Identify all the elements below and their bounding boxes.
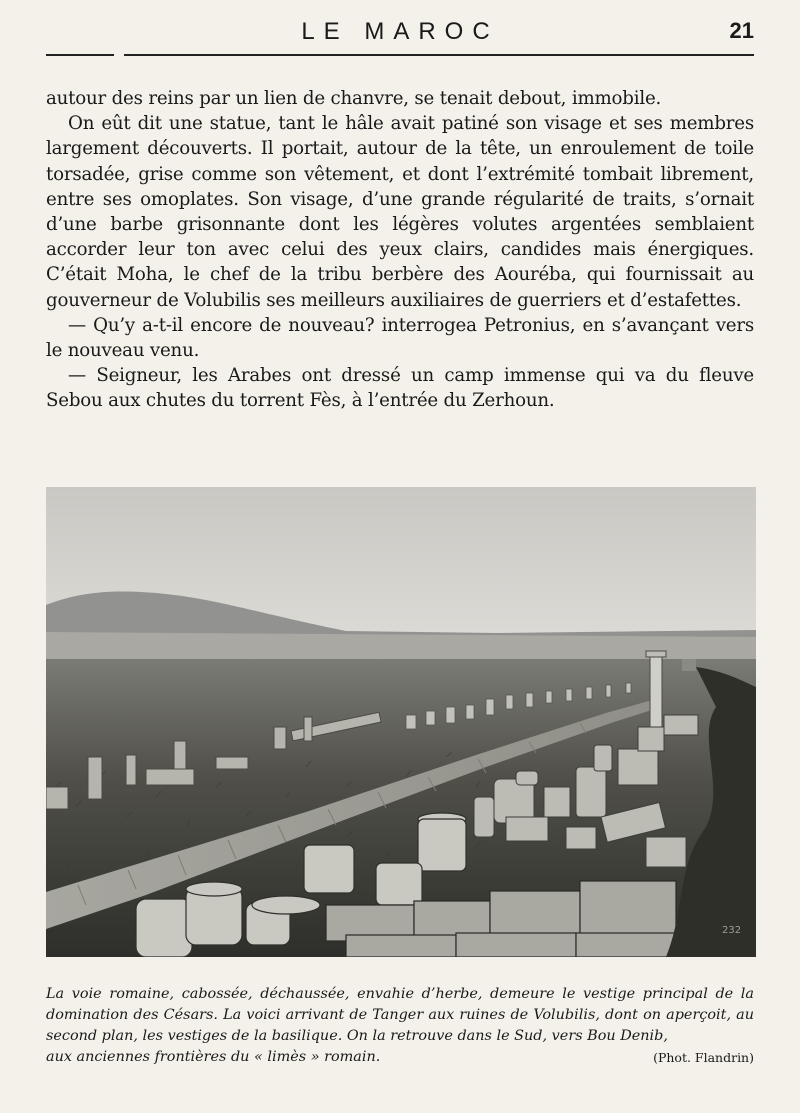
plate-number: 232 — [722, 925, 742, 936]
paragraph: — Seigneur, les Arabes ont dressé un camp immense qui va du fleuve Sebou aux chutes du torrent Fès, à l’entrée du Zerhoun. — [46, 365, 754, 412]
paragraph: autour des reins par un lien de chanvre, se tenait debout, immobile. — [46, 88, 662, 109]
caption-last-text: aux anciennes frontières du « limès » romain. — [46, 1049, 381, 1065]
header-rule — [46, 54, 754, 56]
photo-credit: (Phot. Flandrin) — [653, 1050, 754, 1065]
page-header — [46, 16, 754, 56]
body-text — [46, 86, 754, 414]
photo-caption: La voie romaine, cabossée, déchaussée, envahie d’herbe, demeure le vestige principal de la domination des Césars. La voici arrivant de Tanger aux ruines de Volubilis, dont on aperçoit, au second plan, les vestiges de la basilique. On la retrouve dans le Sud, vers Bou Denib, — [46, 986, 754, 1044]
paragraph: — Qu’y a-t-il encore de nouveau? interrogea Petronius, en s’avançant vers le nouveau venu. — [46, 314, 754, 362]
running-title: LE MAROC — [301, 18, 499, 45]
ruins-photograph — [46, 487, 756, 957]
page-number: 21 — [729, 18, 754, 43]
paragraph: On eût dit une statue, tant le hâle avait patiné son visage et ses membres largement découverts. Il portait, autour de la tête, un enroulement de toile torsadée, grise comme son vêtement, et dont l’extrémité tombait librement, entre ses omoplates. Son visage, d’une grande régularité de traits, s’ornait d’une barbe grisonnante dont les légères volutes argentées semblaient accorder leur ton avec celui des yeux clairs, candides mais énergiques. C’était Moha, le chef de la tribu berbère des Aouréba, qui fournissait au gouverneur de Volubilis ses meilleurs auxiliaires de guerriers et d’estafettes. — [46, 113, 754, 311]
header-rule-gap — [114, 52, 124, 58]
photo-illustration — [46, 487, 756, 957]
caption-last-line — [46, 1047, 754, 1068]
